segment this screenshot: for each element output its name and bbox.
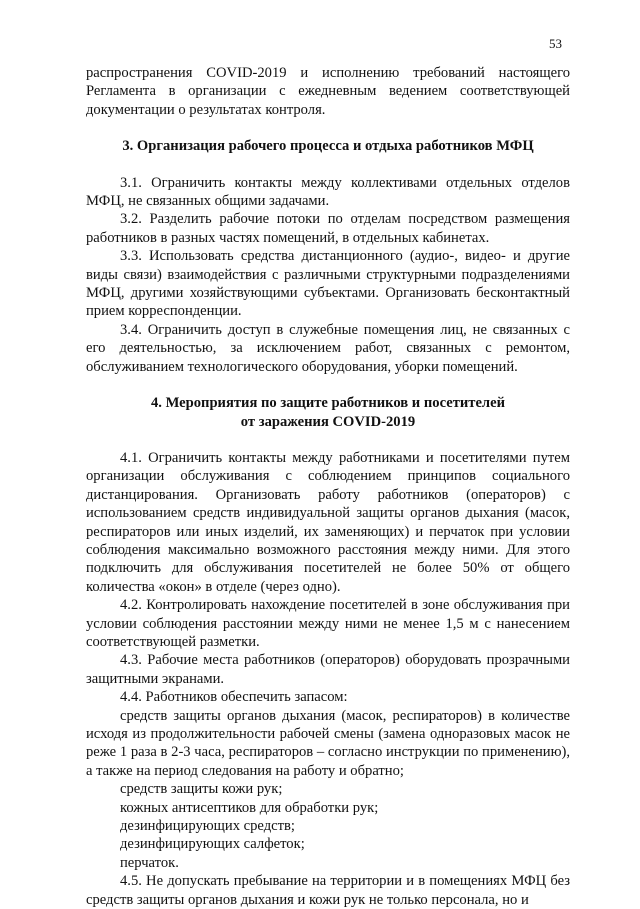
page-number: 53 (549, 36, 562, 51)
section-4-heading-line-2: от заражения COVID-2019 (240, 413, 416, 430)
section-3-heading: 3. Организация рабочего процесса и отдыха работников МФЦ (122, 138, 534, 155)
supply-item: средств защиты кожи рук; (120, 781, 283, 798)
section-4-heading-line-1: 4. Мероприятия по защите работников и посетителей (150, 395, 506, 412)
intro-paragraph: распространения COVID-2019 и исполнению требований настоящего Регламента в организации с ежедневным ведением соответствующей документации о результатах контроля. (86, 65, 570, 118)
document-body (86, 64, 570, 909)
paragraph-4-5: 4.5. Не допускать пребывание на территории и в помещениях МФЦ без средств защиты органов дыхания и кожи рук не только персонала, но и (86, 873, 570, 908)
paragraph-4-4-main: средств защиты органов дыхания (масок, респираторов) в количестве исходя из продолжительности рабочей смены (замена одноразовых масок не реже 1 раза в 2-3 часа, респираторов – согласно инструкции по применению), а также на период следования на работу и обратно; (86, 707, 570, 779)
paragraph-3-3: 3.3. Использовать средства дистанционного (аудио-, видео- и другие виды связи) взаимодействия с различными структурными подразделениями МФЦ, другими хозяйствующими субъектами. Организовать бесконтактный прием корреспонденции. (86, 248, 570, 320)
paragraph-4-1: 4.1. Ограничить контакты между работниками и посетителями путем организации обслуживания с соблюдением принципов социального дистанцирования. Организовать работу работников (операторов) с использованием средств индивидуальной защиты органов дыхания (масок, респираторов или иных изделий, их заменяющих) и перчаток при условии соблюдения максимально возможного расстояния между ними. Для этого подключить для обслуживания посетителей не более 50% от общего количества «окон» в отделе (через одно). (86, 449, 570, 595)
paragraph-4-4: 4.4. Работников обеспечить запасом: (120, 689, 348, 706)
paragraph-3-1: 3.1. Ограничить контакты между коллективами отдельных отделов МФЦ, не связанных общими задачами. (86, 174, 570, 210)
supply-item: дезинфицирующих салфеток; (120, 836, 305, 853)
paragraph-4-2: 4.2. Контролировать нахождение посетителей в зоне обслуживания при условии соблюдения расстоянии между ними не менее 1,5 м с нанесением соответствующей разметки. (86, 597, 570, 650)
paragraph-3-2: 3.2. Разделить рабочие потоки по отделам посредством размещения работников в разных частях помещений, в отдельных кабинетах. (86, 211, 570, 246)
supply-item: дезинфицирующих средств; (120, 818, 295, 835)
section-4-heading (86, 394, 570, 431)
supply-item: кожных антисептиков для обработки рук; (120, 799, 379, 816)
supply-item: перчаток. (120, 854, 179, 871)
paragraph-4-3: 4.3. Рабочие места работников (операторов) оборудовать прозрачными защитными экранами. (86, 652, 570, 687)
paragraph-3-4: 3.4. Ограничить доступ в служебные помещения лиц, не связанных с его деятельностью, за исключением работ, связанных с ремонтом, обслуживанием технологического оборудования, уборки помещений. (86, 321, 570, 375)
